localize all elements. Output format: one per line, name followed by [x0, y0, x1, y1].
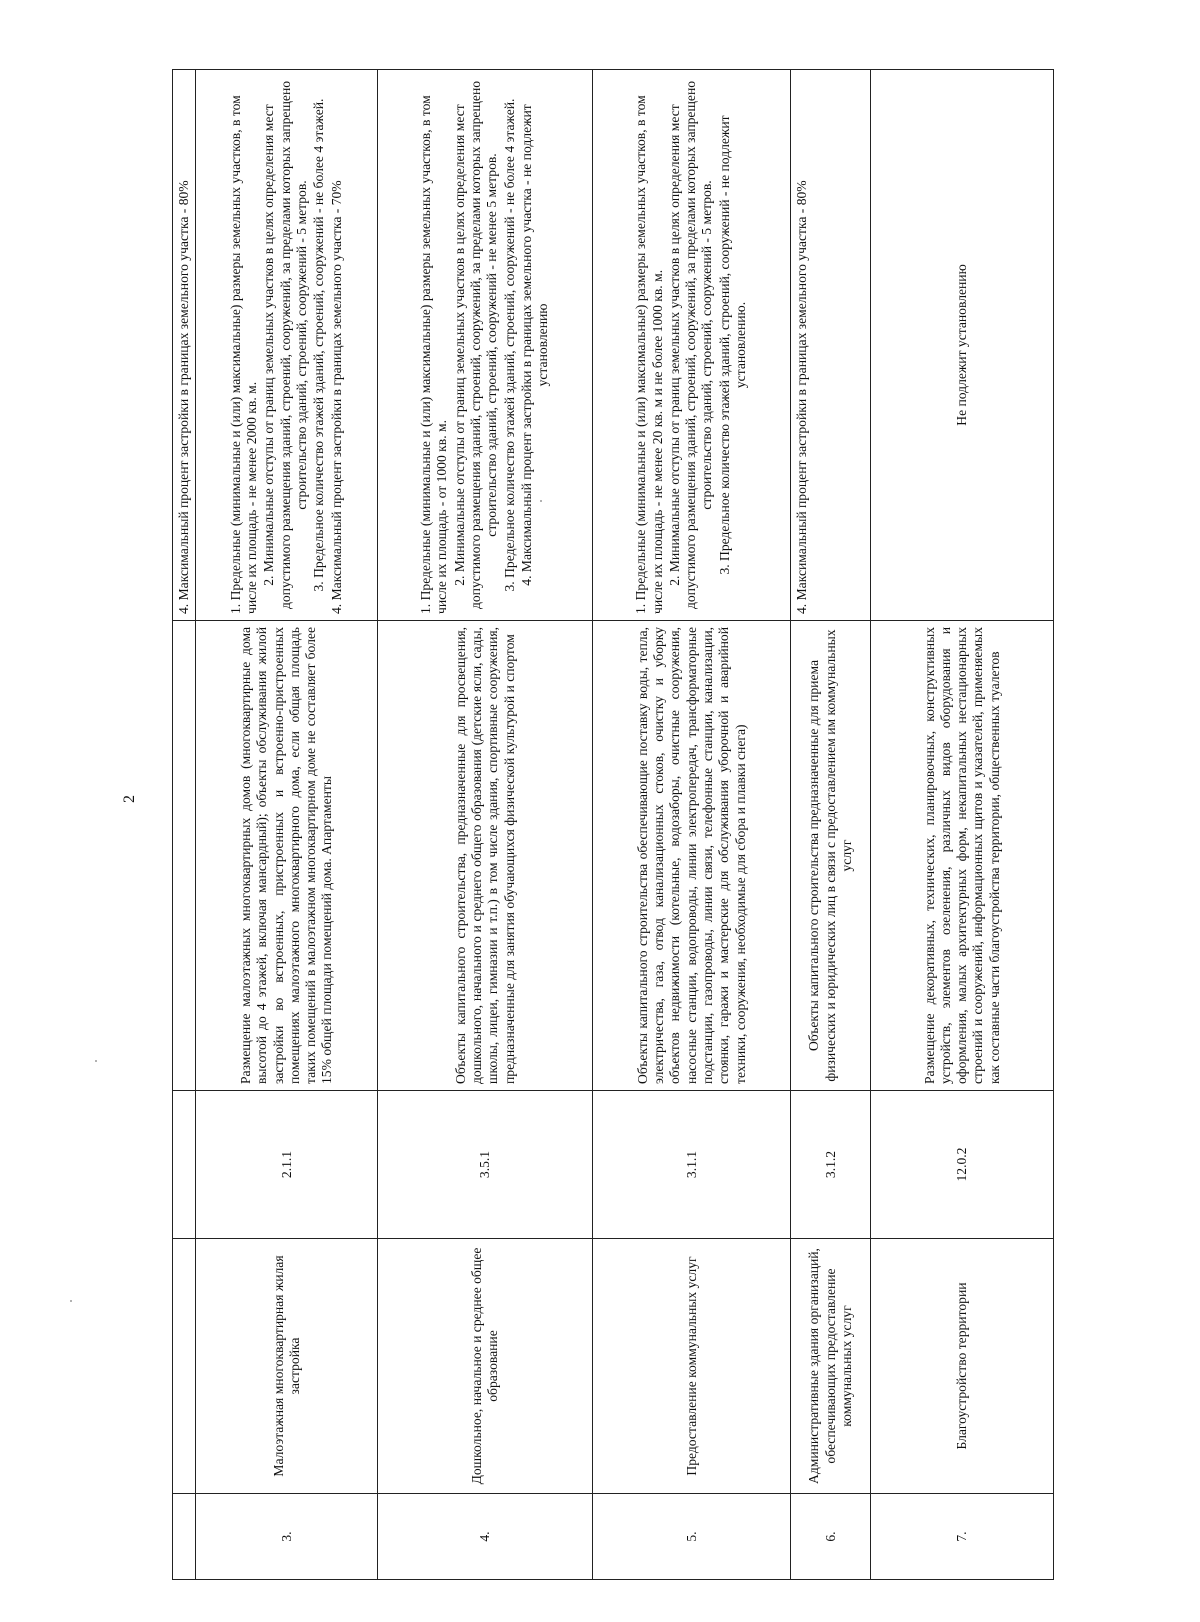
param-line: 1. Предельные (минимальные и (или) максимальные) размеры земельных участков, в том числе их площадь - не менее 20 кв. м и не более 1000 кв. м.	[633, 95, 665, 614]
params-cell: Не подлежит установлению	[871, 70, 1054, 621]
use-name: Благоустройство территории	[871, 1239, 1054, 1494]
param-line: 3. Предельное количество этажей зданий, строений, сооружений - не более 4 этажей.	[311, 98, 327, 592]
use-code: 3.5.1	[378, 1091, 593, 1239]
description-cell	[173, 621, 196, 1091]
scan-speck	[70, 1300, 72, 1302]
scan-speck	[95, 1060, 97, 1062]
number-cell	[173, 1494, 196, 1580]
param-line: 1. Предельные (минимальные и (или) максимальные) размеры земельных участков, в том числе их площадь - от 1000 кв. м.	[418, 95, 450, 614]
param-line: 2. Минимальные отступы от границ земельных участков в целях определения мест допустимого размещения зданий, строений, сооружений, за пределами которых запрещено строительство зданий, строений, сооружений - 5 метров.	[666, 80, 715, 610]
table-row	[196, 70, 378, 1580]
use-name: Административные здания организаций, обеспечивающих предоставление коммунальных услуг	[791, 1239, 871, 1494]
params-cell	[378, 70, 593, 621]
param-line: 3. Предельное количество этажей зданий, строений, сооружений - не подлежит установлению.	[716, 115, 749, 575]
params-cell	[196, 70, 378, 621]
param-line: 2. Минимальные отступы от границ земельных участков в целях определения мест допустимого размещения зданий, строений, сооружений, за пределами которых запрещено строительство зданий, строений, сооружений - не менее 5 метров.	[451, 80, 500, 610]
table-row	[593, 70, 791, 1580]
row-number: 5.	[593, 1494, 791, 1580]
params-cell: 4. Максимальный процент застройки в границах земельного участка - 80%	[173, 70, 196, 621]
param-line: 4. Максимальный процент застройки в границах земельного участка - 70%	[328, 180, 344, 614]
param-line: 4. Максимальный процент застройки в границах земельного участка - не подлежит установлению	[518, 104, 551, 586]
use-name: Малоэтажная многоквартирная жилая застройка	[196, 1239, 378, 1494]
use-code: 12.0.2	[871, 1091, 1054, 1239]
rotated-page-content	[172, 70, 1052, 1580]
page-number: 2	[121, 795, 138, 803]
table-row	[791, 70, 871, 1580]
row-number: 7.	[871, 1494, 1054, 1580]
param-line: 3. Предельное количество этажей зданий, строений, сооружений - не более 4 этажей.	[501, 98, 517, 592]
use-description: Размещение декоративных, технических, планировочных, конструктивных устройств, элементов озеленения, различных видов оборудования и оформления, малых архитектурных форм, некапитальных нестационарных строений и сооружений, информационных щитов и указателей, применяемых как составные части благоустройства территории, общественных туалетов	[871, 621, 1054, 1091]
param-line: 1. Предельные (минимальные и (или) максимальные) размеры земельных участков, в том числе их площадь - не менее 2000 кв. м.	[227, 95, 260, 614]
use-description: Размещение малоэтажных многоквартирных домов (многоквартирные дома высотой до 4 этажей, включая мансардный); объекты обслуживания жилой застройки во встроенных, пристроенных и встроенно-пристроенных помещениях малоэтажного многоквартирного дома, если общая площадь таких помещений в малоэтажном многоквартирном доме не составляет более 15% общей площади помещений дома. Апартаменты	[196, 621, 378, 1091]
use-name: Дошкольное, начальное и среднее общее образование	[378, 1239, 593, 1494]
params-cell	[791, 70, 871, 621]
param-line: 4. Максимальный процент застройки в границах земельного участка - 80%	[794, 180, 810, 614]
use-description: Объекты капитального строительства обеспечивающие поставку воды, тепла, электричества, газа, отвод канализационных стоков, очистку и уборку объектов недвижимости (котельные, водозаборы, очистные сооружения, насосные станции, водопроводы, линии электропередач, трансформаторные подстанции, газопроводы, линии связи, телефонные станции, канализации, стоянки, гаражи и мастерские для обслуживания уборочной и аварийной техники, сооружения, необходимые для сбора и плавки снега)	[593, 621, 791, 1091]
name-cell	[173, 1239, 196, 1494]
row-number: 6.	[791, 1494, 871, 1580]
use-description: Объекты капитального строительства, предназначенные для просвещения, дошкольного, начального и среднего общего образования (детские ясли, сады, школы, лицеи, гимназии и т.п.) в том числе здания, спортивные сооружения, предназначенные для занятия обучающихся физической культурой и спортом	[378, 621, 593, 1091]
table-row	[378, 70, 593, 1580]
use-description: Объекты капитального строительства предназначенные для приема физических и юридических лиц в связи с предоставлением им коммунальных услуг	[791, 621, 871, 1091]
use-code: 3.1.1	[593, 1091, 791, 1239]
params-cell	[593, 70, 791, 621]
row-number: 4.	[378, 1494, 593, 1580]
row-number: 3.	[196, 1494, 378, 1580]
use-code: 2.1.1	[196, 1091, 378, 1239]
table-row	[871, 70, 1054, 1580]
use-code: 3.1.2	[791, 1091, 871, 1239]
zoning-table	[172, 69, 1054, 1580]
table-row	[173, 70, 196, 1580]
use-name: Предоставление коммунальных услуг	[593, 1239, 791, 1494]
param-line: 2. Минимальные отступы от границ земельных участков в целях определения мест допустимого размещения зданий, строений, сооружений, за пределами которых запрещено строительство зданий, строений, сооружений - 5 метров.	[261, 80, 309, 610]
code-cell	[173, 1091, 196, 1239]
